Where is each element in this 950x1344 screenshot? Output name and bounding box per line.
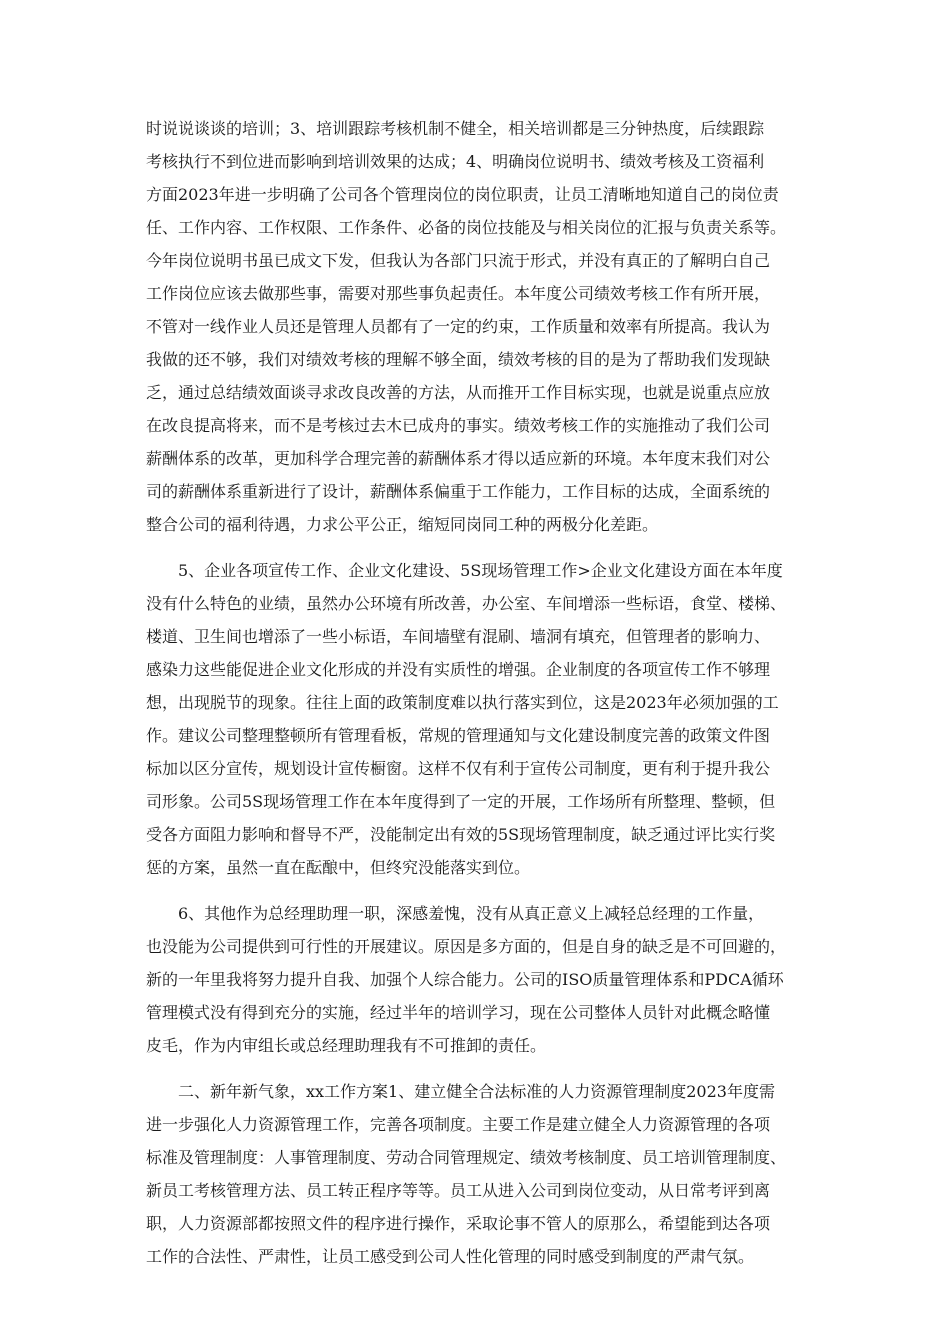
- text-line: 薪酬体系的改革，更加科学合理完善的薪酬体系才得以适应新的环境。本年度末我们对公: [146, 449, 771, 468]
- text-line: 我做的还不够，我们对绩效考核的理解不够全面，绩效考核的目的是为了帮助我们发现缺: [146, 350, 771, 369]
- text-line: 感染力这些能促进企业文化形成的并没有实质性的增强。企业制度的各项宣传工作不够理: [146, 660, 771, 679]
- text-line: 司的薪酬体系重新进行了设计，薪酬体系偏重于工作能力，工作目标的达成，全面系统的: [146, 482, 771, 501]
- text-line: 工作的合法性、严肃性，让员工感受到公司人性化管理的同时感受到制度的严肃气氛。: [146, 1247, 755, 1266]
- text-line: 进一步强化人力资源管理工作，完善各项制度。主要工作是建立健全人力资源管理的各项: [146, 1115, 771, 1134]
- text-line: 乏，通过总结绩效面谈寻求改良改善的方法，从而推开工作目标实现，也就是说重点应放: [146, 383, 771, 402]
- text-line: 也没能为公司提供到可行性的开展建议。原因是多方面的，但是自身的缺乏是不可回避的，: [146, 937, 787, 956]
- text-line: 职，人力资源部都按照文件的程序进行操作，采取论事不管人的原那么，希望能到达各项: [146, 1214, 771, 1233]
- text-line: 标加以区分宣传，规划设计宣传橱窗。这样不仅有利于宣传公司制度，更有利于提升我公: [146, 759, 771, 778]
- text-line: 管理模式没有得到充分的实施，经过半年的培训学习，现在公司整体人员针对此概念略懂: [146, 1003, 771, 1022]
- text-line: 标准及管理制度：人事管理制度、劳动合同管理规定、绩效考核制度、员工培训管理制度、: [146, 1148, 787, 1167]
- text-line: 司形象。公司5S现场管理工作在本年度得到了一定的开展，工作场所有所整理、整顿，但: [146, 792, 776, 811]
- paragraph-culture-and-5s: [146, 554, 810, 884]
- text-line: 今年岗位说明书虽已成文下发，但我认为各部门只流于形式，并没有真正的了解明白自己: [146, 251, 771, 270]
- text-line: 想，出现脱节的现象。往往上面的政策制度难以执行落实到位，这是2023年必须加强的工: [146, 693, 779, 712]
- text-line: 考核执行不到位进而影响到培训效果的达成；4、明确岗位说明书、绩效考核及工资福利: [146, 152, 765, 171]
- text-line: 任、工作内容、工作权限、工作条件、必备的岗位技能及与相关岗位的汇报与负责关系等。: [146, 218, 787, 237]
- text-line: 工作岗位应该去做那些事，需要对那些事负起责任。本年度公司绩效考核工作有所开展，: [146, 284, 771, 303]
- text-line: 方面2023年进一步明确了公司各个管理岗位的岗位职责，让员工清晰地知道自己的岗位责: [146, 185, 779, 204]
- text-line: 二、新年新气象，xx工作方案1、建立健全合法标准的人力资源管理制度2023年度需: [178, 1082, 775, 1101]
- text-line: 皮毛，作为内审组长或总经理助理我有不可推卸的责任。: [146, 1036, 547, 1055]
- text-line: 整合公司的福利待遇，力求公平公正，缩短同岗同工种的两极分化差距。: [146, 515, 659, 534]
- document-page: [146, 112, 810, 1286]
- paragraph-training-and-performance: [146, 112, 810, 541]
- paragraph-other-assistant-role: [146, 897, 810, 1062]
- text-line: 新员工考核管理方法、员工转正程序等等。员工从进入公司到岗位变动，从日常考评到离: [146, 1181, 771, 1200]
- text-line: 不管对一线作业人员还是管理人员都有了一定的约束，工作质量和效率有所提高。我认为: [146, 317, 771, 336]
- text-line: 惩的方案，虽然一直在酝酿中，但终究没能落实到位。: [146, 858, 531, 877]
- text-line: 楼道、卫生间也增添了一些小标语，车间墙壁有混刷、墙洞有填充，但管理者的影响力、: [146, 627, 771, 646]
- text-line: 受各方面阻力影响和督导不严，没能制定出有效的5S现场管理制度，缺乏通过评比实行奖: [146, 825, 776, 844]
- text-line: 5、企业各项宣传工作、企业文化建设、5S现场管理工作>企业文化建设方面在本年度: [178, 561, 783, 580]
- paragraph-new-year-plan: [146, 1075, 810, 1273]
- text-line: 作。建议公司整理整顿所有管理看板，常规的管理通知与文化建设制度完善的政策文件图: [146, 726, 771, 745]
- text-line: 没有什么特色的业绩，虽然办公环境有所改善，办公室、车间增添一些标语，食堂、楼梯、: [146, 594, 787, 613]
- text-line: 6、其他作为总经理助理一职，深感羞愧，没有从真正意义上减轻总经理的工作量，: [178, 904, 765, 923]
- text-line: 时说说谈谈的培训；3、培训跟踪考核机制不健全，相关培训都是三分钟热度，后续跟踪: [146, 119, 765, 138]
- text-line: 在改良提高将来，而不是考核过去木已成舟的事实。绩效考核工作的实施推动了我们公司: [146, 416, 771, 435]
- text-line: 新的一年里我将努力提升自我、加强个人综合能力。公司的ISO质量管理体系和PDCA循环: [146, 970, 784, 989]
